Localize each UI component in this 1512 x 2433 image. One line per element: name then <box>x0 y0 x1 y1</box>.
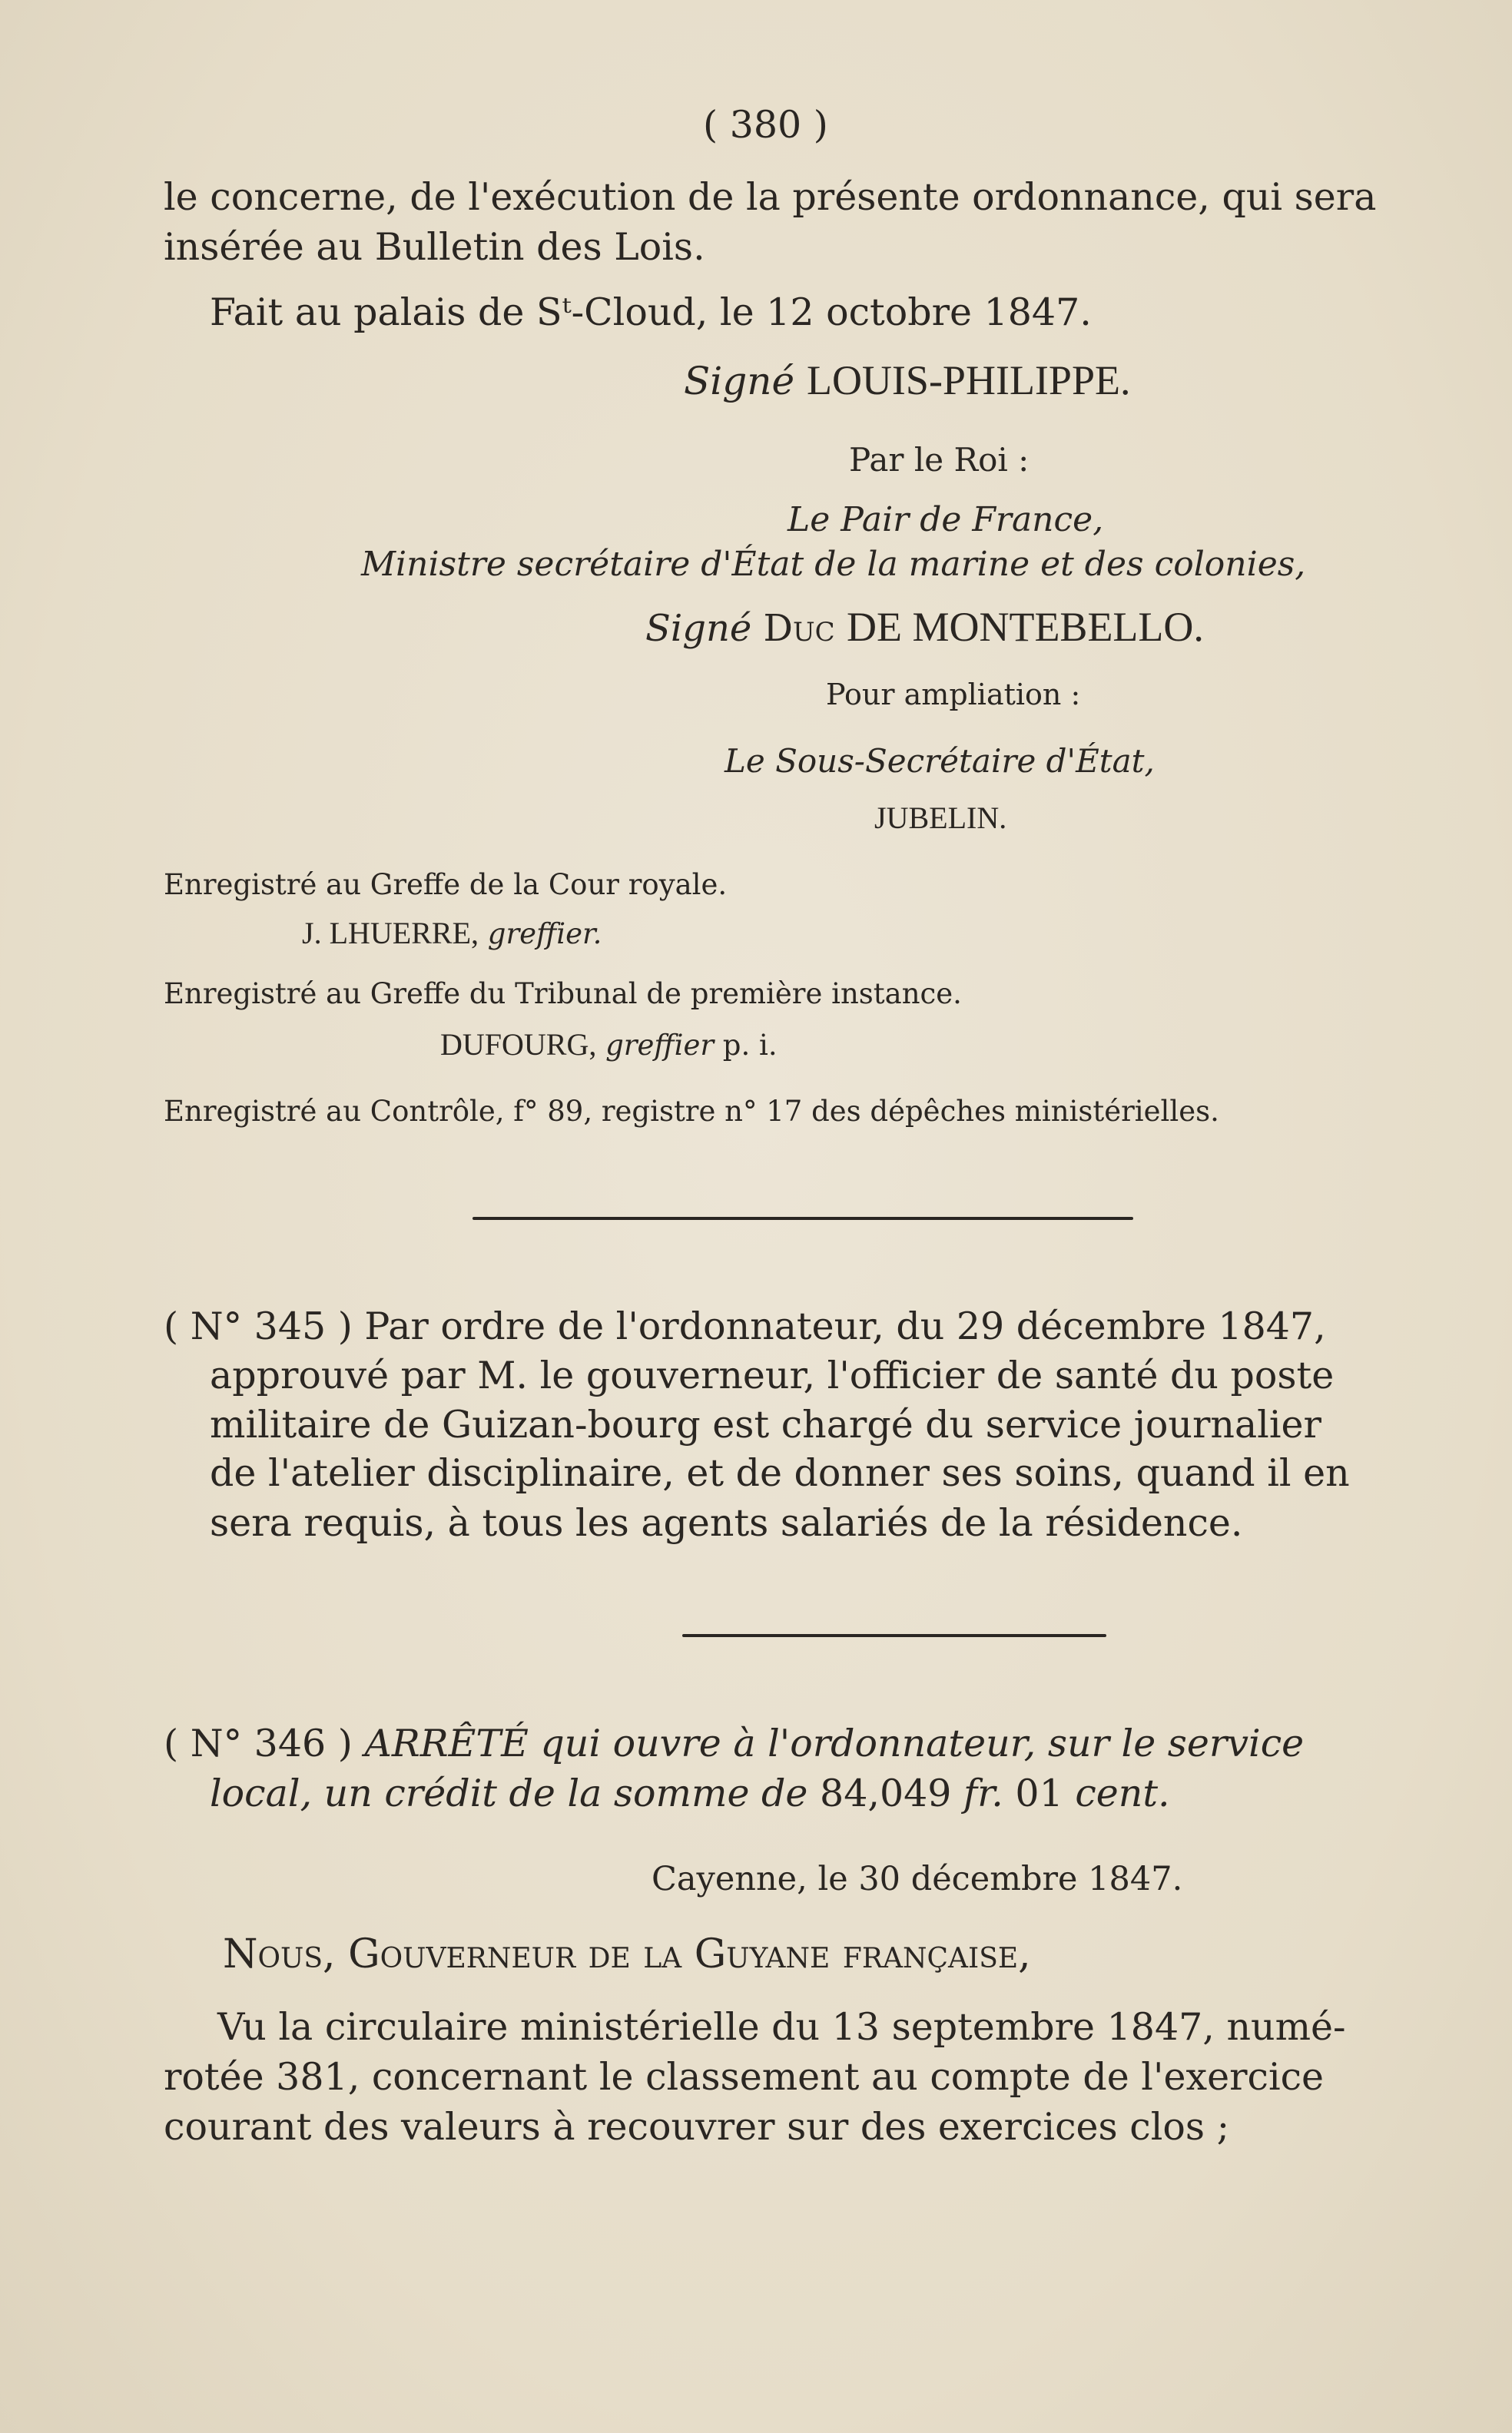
signature-louis-philippe <box>684 357 1131 403</box>
dufourg-suffix: p. i. <box>722 1029 778 1062</box>
n346-line2 <box>210 1772 1170 1815</box>
n345-line3: militaire de Guizan-bourg est chargé du service journalier <box>210 1403 1321 1447</box>
n345-line1: ( N° 345 ) Par ordre de l'ordonnateur, du 29 décembre 1847, <box>164 1304 1326 1348</box>
n346-cents: 01 <box>1015 1772 1063 1815</box>
n346-cent: cent. <box>1075 1772 1170 1815</box>
lhuerre-name: J. LHUERRE, <box>302 916 479 950</box>
signe-label: Signé <box>684 359 795 403</box>
pour-ampliation: Pour ampliation : <box>826 678 1081 711</box>
n345-line4: de l'atelier disciplinaire, et de donner ses soins, quand il en <box>210 1451 1350 1495</box>
registration-controle: Enregistré au Contrôle, f° 89, registre n° 17 des dépêches ministérielles. <box>164 1095 1219 1128</box>
n346-line1 <box>164 1722 1305 1765</box>
king-name: LOUIS-PHILIPPE. <box>806 357 1131 403</box>
ministre-title: Ministre secrétaire d'État de la marine et des colonies, <box>361 545 1306 584</box>
montebello-name: DE MONTEBELLO. <box>846 604 1204 650</box>
n345-line5: sera requis, à tous les agents salariés de la résidence. <box>210 1501 1243 1545</box>
n346-number: ( N° 346 ) <box>164 1722 353 1765</box>
n346-title2: local, un crédit de la somme de <box>210 1772 808 1815</box>
signe-label-2: Signé <box>645 607 752 650</box>
nous-gouverneur: Nous, Gouverneur de la Guyane française, <box>223 1931 1031 1977</box>
n346-amount: 84,049 <box>820 1772 952 1815</box>
vu-line2: rotée 381, concernant le classement au compte de l'exercice <box>164 2055 1325 2099</box>
block1-line3: Fait au palais de Sᵗ-Cloud, le 12 octobre 1847. <box>210 290 1092 334</box>
n346-fr: fr. <box>963 1772 1003 1815</box>
dufourg-name: DUFOURG, <box>440 1027 597 1062</box>
block1-line1: le concerne, de l'exécution de la présente ordonnance, qui sera <box>164 175 1377 219</box>
registration-tribunal: Enregistré au Greffe du Tribunal de première instance. <box>164 977 962 1010</box>
signature-montebello <box>645 606 1204 648</box>
vu-line1: Vu la circulaire ministérielle du 13 septembre 1847, numé- <box>217 2005 1346 2049</box>
pair-de-france: Le Pair de France, <box>788 500 1104 539</box>
greffier-dufourg <box>440 1029 778 1060</box>
divider-2 <box>682 1634 1106 1637</box>
page-number: ( 380 ) <box>703 103 828 147</box>
n346-title1: ARRÊTÉ qui ouvre à l'ordonnateur, sur le service <box>364 1722 1305 1765</box>
lhuerre-role: greffier. <box>487 917 602 950</box>
divider-1 <box>472 1217 1133 1220</box>
block1-line2: insérée au Bulletin des Lois. <box>164 225 705 269</box>
registration-cour-royale: Enregistré au Greffe de la Cour royale. <box>164 868 728 901</box>
dateline: Cayenne, le 30 décembre 1847. <box>652 1860 1183 1898</box>
par-le-roi: Par le Roi : <box>849 441 1030 479</box>
duc-label: Duc <box>763 607 835 650</box>
greffier-lhuerre <box>302 918 602 949</box>
n345-line2: approuvé par M. le gouverneur, l'officier de santé du poste <box>210 1354 1335 1397</box>
jubelin-signature: JUBELIN. <box>874 801 1007 835</box>
dufourg-role: greffier <box>605 1029 715 1062</box>
vu-line3: courant des valeurs à recouvrer sur des exercices clos ; <box>164 2105 1230 2149</box>
sous-secretaire: Le Sous-Secrétaire d'État, <box>724 742 1155 780</box>
